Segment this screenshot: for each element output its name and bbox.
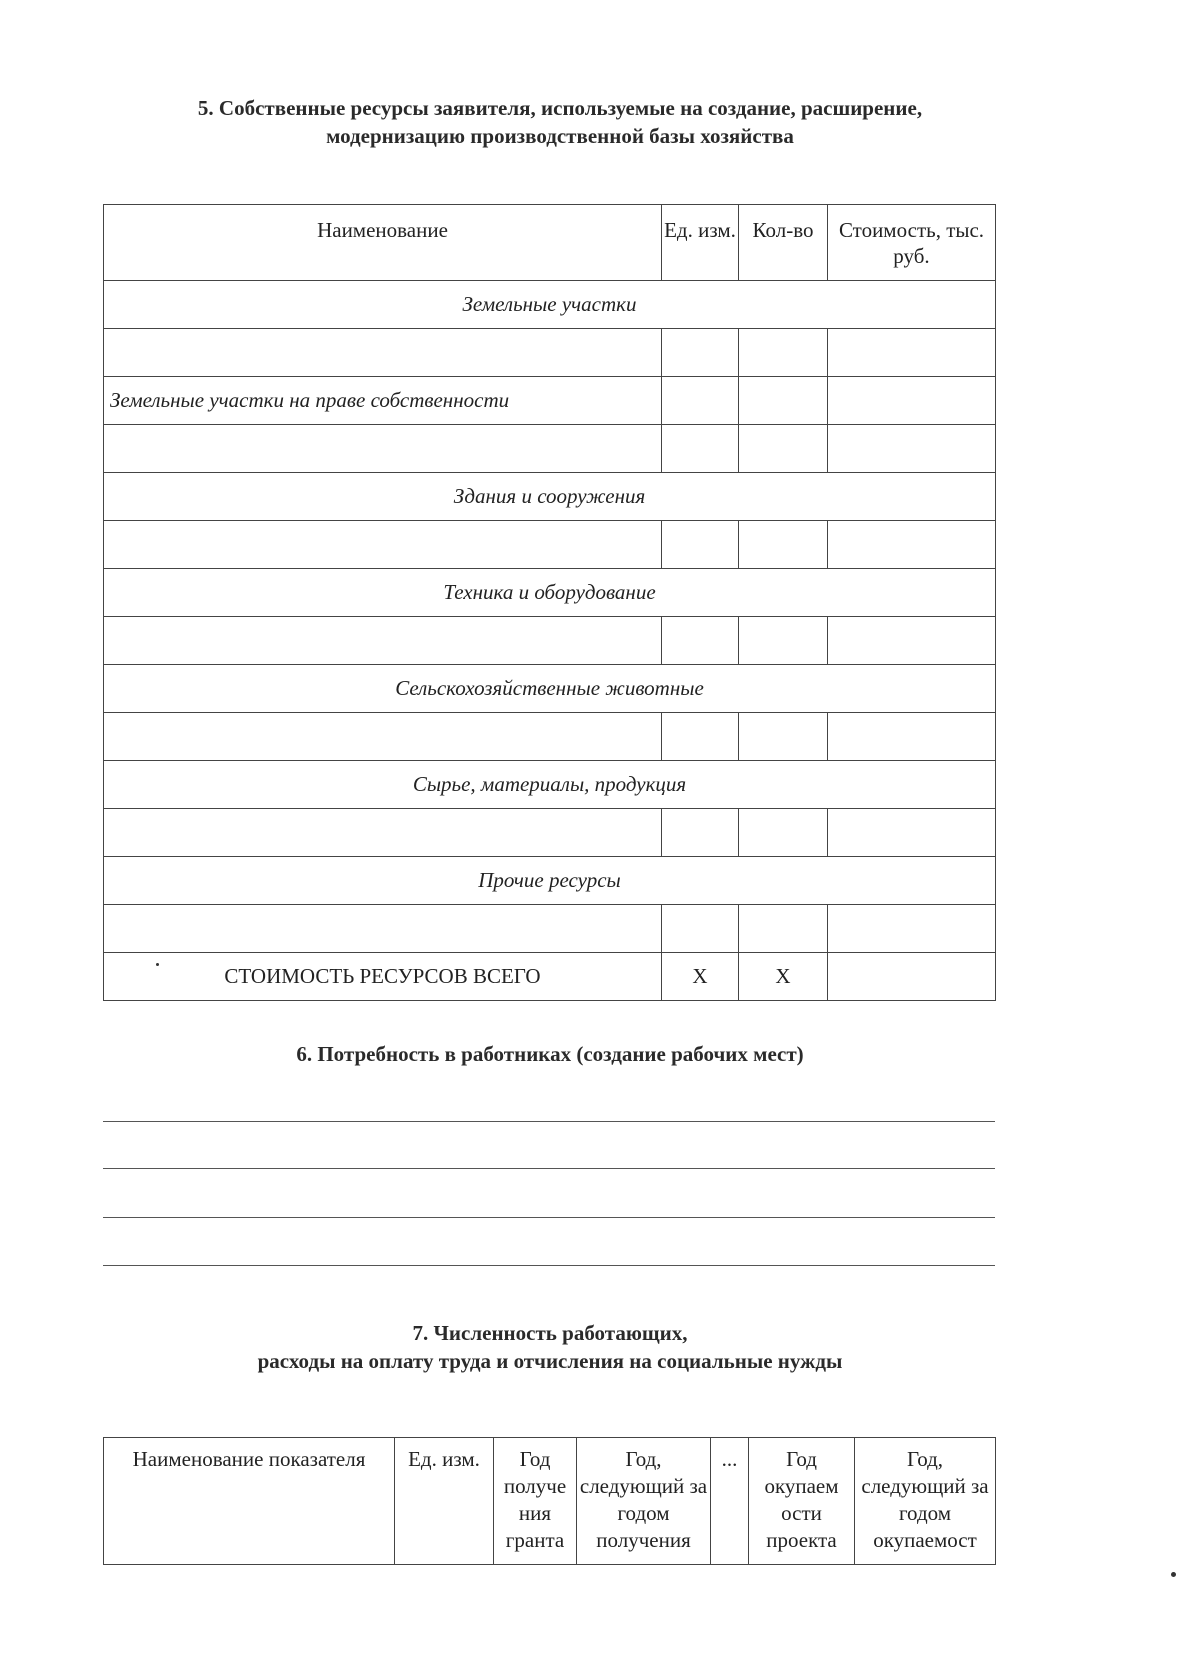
cell-qty[interactable] — [739, 329, 828, 377]
cell-cost[interactable] — [828, 905, 996, 953]
cell-cost[interactable] — [828, 809, 996, 857]
header-cost: Стоимость, тыс. руб. — [828, 205, 996, 281]
total-row — [104, 953, 996, 1001]
section-row — [104, 569, 996, 617]
header-payback-year: Год окупаем ости проекта — [749, 1438, 855, 1565]
table-row — [104, 809, 996, 857]
header-unit: Ед. изм. — [395, 1438, 494, 1565]
cell-cost[interactable] — [828, 425, 996, 473]
section-row — [104, 857, 996, 905]
section-row — [104, 473, 996, 521]
cell-name[interactable] — [104, 425, 662, 473]
cell-unit[interactable] — [662, 713, 739, 761]
header-year-after-payback: Год, следующий за годом окупаемост — [855, 1438, 996, 1565]
header-qty: Кол-во — [739, 205, 828, 281]
cell-qty[interactable] — [739, 809, 828, 857]
table-header-row — [104, 1438, 996, 1565]
cell-name[interactable] — [104, 521, 662, 569]
section-7-title-line2: расходы на оплату труда и отчисления на социальные нужды — [257, 1349, 843, 1373]
header-unit: Ед. изм. — [662, 205, 739, 281]
table-row — [104, 617, 996, 665]
cell-name[interactable] — [104, 809, 662, 857]
table-header-row — [104, 205, 996, 281]
subsection-land-owned: Земельные участки на праве собственности — [104, 377, 662, 425]
cell-unit[interactable] — [662, 617, 739, 665]
section-equipment: Техника и оборудование — [104, 569, 996, 617]
cell-name[interactable] — [104, 713, 662, 761]
table-row — [104, 521, 996, 569]
section-animals: Сельскохозяйственные животные — [104, 665, 996, 713]
cell-qty[interactable] — [739, 905, 828, 953]
total-qty: Х — [739, 953, 828, 1001]
scan-speck — [1171, 1572, 1176, 1577]
section-5-title — [10, 94, 1110, 150]
section-7-title — [0, 1319, 1100, 1375]
cell-qty[interactable] — [739, 617, 828, 665]
own-resources-table — [103, 204, 996, 1001]
section-row — [104, 761, 996, 809]
table-row — [104, 377, 996, 425]
table-row — [104, 713, 996, 761]
table-row — [104, 329, 996, 377]
cell-cost[interactable] — [828, 617, 996, 665]
blank-line[interactable] — [103, 1168, 995, 1169]
scan-speck — [156, 963, 159, 966]
header-year-after-grant: Год, следующий за годом получения — [577, 1438, 711, 1565]
cell-unit[interactable] — [662, 905, 739, 953]
cell-unit[interactable] — [662, 377, 739, 425]
total-label: СТОИМОСТЬ РЕСУРСОВ ВСЕГО — [104, 953, 662, 1001]
cell-name[interactable] — [104, 905, 662, 953]
section-row — [104, 281, 996, 329]
cell-name[interactable] — [104, 617, 662, 665]
cell-qty[interactable] — [739, 521, 828, 569]
cell-unit[interactable] — [662, 809, 739, 857]
cell-unit[interactable] — [662, 521, 739, 569]
header-grant-year: Год получе ния гранта — [494, 1438, 577, 1565]
cell-unit[interactable] — [662, 425, 739, 473]
section-buildings: Здания и сооружения — [104, 473, 996, 521]
cell-qty[interactable] — [739, 425, 828, 473]
blank-line[interactable] — [103, 1217, 995, 1218]
total-unit: Х — [662, 953, 739, 1001]
header-name: Наименование — [104, 205, 662, 281]
cell-cost[interactable] — [828, 377, 996, 425]
section-row — [104, 665, 996, 713]
cell-name[interactable] — [104, 329, 662, 377]
cell-qty[interactable] — [739, 377, 828, 425]
section-5-title-line2: модернизацию производственной базы хозяйства — [326, 124, 794, 148]
blank-line[interactable] — [103, 1121, 995, 1122]
blank-line[interactable] — [103, 1265, 995, 1266]
header-ellipsis: ... — [711, 1438, 749, 1565]
section-materials: Сырье, материалы, продукция — [104, 761, 996, 809]
section-land: Земельные участки — [104, 281, 996, 329]
table-row — [104, 425, 996, 473]
section-7-title-line1: 7. Численность работающих, — [412, 1321, 688, 1345]
cell-cost[interactable] — [828, 521, 996, 569]
total-cost[interactable] — [828, 953, 996, 1001]
staff-table — [103, 1437, 996, 1565]
header-indicator: Наименование показателя — [104, 1438, 395, 1565]
table-row — [104, 905, 996, 953]
section-6-title: 6. Потребность в работниках (создание рабочих мест) — [296, 1042, 804, 1066]
cell-unit[interactable] — [662, 329, 739, 377]
cell-cost[interactable] — [828, 713, 996, 761]
cell-qty[interactable] — [739, 713, 828, 761]
section-5-title-line1: 5. Собственные ресурсы заявителя, используемые на создание, расширение, — [197, 96, 923, 120]
section-other: Прочие ресурсы — [104, 857, 996, 905]
cell-cost[interactable] — [828, 329, 996, 377]
